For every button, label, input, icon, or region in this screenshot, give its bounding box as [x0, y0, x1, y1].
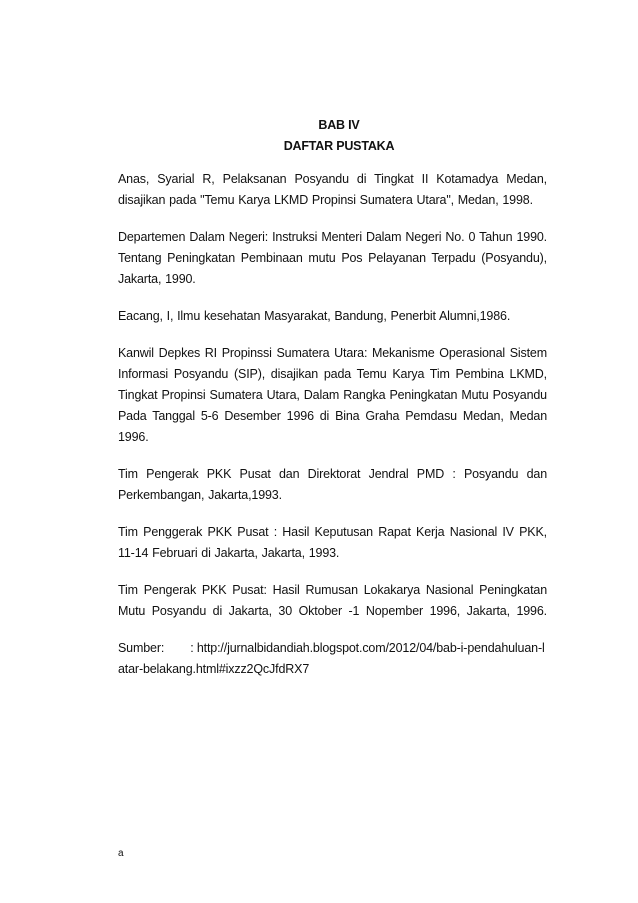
chapter-label: BAB IV — [318, 118, 360, 132]
reference-entry-4: Kanwil Depkes RI Propinssi Sumatera Utara: Mekanisme Operasional Sistem Informasi Posyandu (SIP), disajikan pada Temu Karya Tim Pembina LKMD, Tingkat Propinsi Sumatera Utara, Dalam Rangka Peningkatan Mutu Posyandu Pada Tanggal 5-6 Desember 1996 di Bina Graha Pemdasu Medan, Medan 1996. — [118, 346, 547, 444]
reference-entry-1: Anas, Syarial R, Pelaksanan Posyandu di Tingkat II Kotamadya Medan, disajikan pada "Temu Karya LKMD Propinsi Sumatera Utara", Medan, 1998. — [118, 172, 547, 207]
reference-entry-2: Departemen Dalam Negeri: Instruksi Menteri Dalam Negeri No. 0 Tahun 1990. Tentang Peningkatan Pembinaan mutu Pos Pelayanan Terpadu (Posyandu), Jakarta, 1990. — [118, 230, 547, 286]
reference-entry-3: Eacang, I, Ilmu kesehatan Masyarakat, Bandung, Penerbit Alumni,1986. — [118, 309, 511, 323]
source-label: Sumber: — [118, 641, 165, 655]
reference-list — [118, 169, 547, 680]
reference-entry-5: Tim Pengerak PKK Pusat dan Direktorat Jendral PMD : Posyandu dan Perkembangan, Jakarta,1993. — [118, 467, 547, 502]
reference-entry-6: Tim Penggerak PKK Pusat : Hasil Keputusan Rapat Kerja Nasional IV PKK, 11-14 Februari di Jakarta, Jakarta, 1993. — [118, 525, 547, 560]
source-url: : http://jurnalbidandiah.blogspot.com/2012/04/bab-i-pendahuluan-latar-belakang.html#ixzz2QcJfdRX7 — [118, 641, 545, 676]
reference-entry-7: Tim Pengerak PKK Pusat: Hasil Rumusan Lokakarya Nasional Peningkatan Mutu Posyandu di Jakarta, 30 Oktober -1 Nopember 1996, Jakarta, 1996. — [118, 583, 547, 618]
chapter-title: DAFTAR PUSTAKA — [283, 139, 395, 153]
page-number: a — [118, 848, 124, 859]
source-line — [118, 638, 547, 680]
